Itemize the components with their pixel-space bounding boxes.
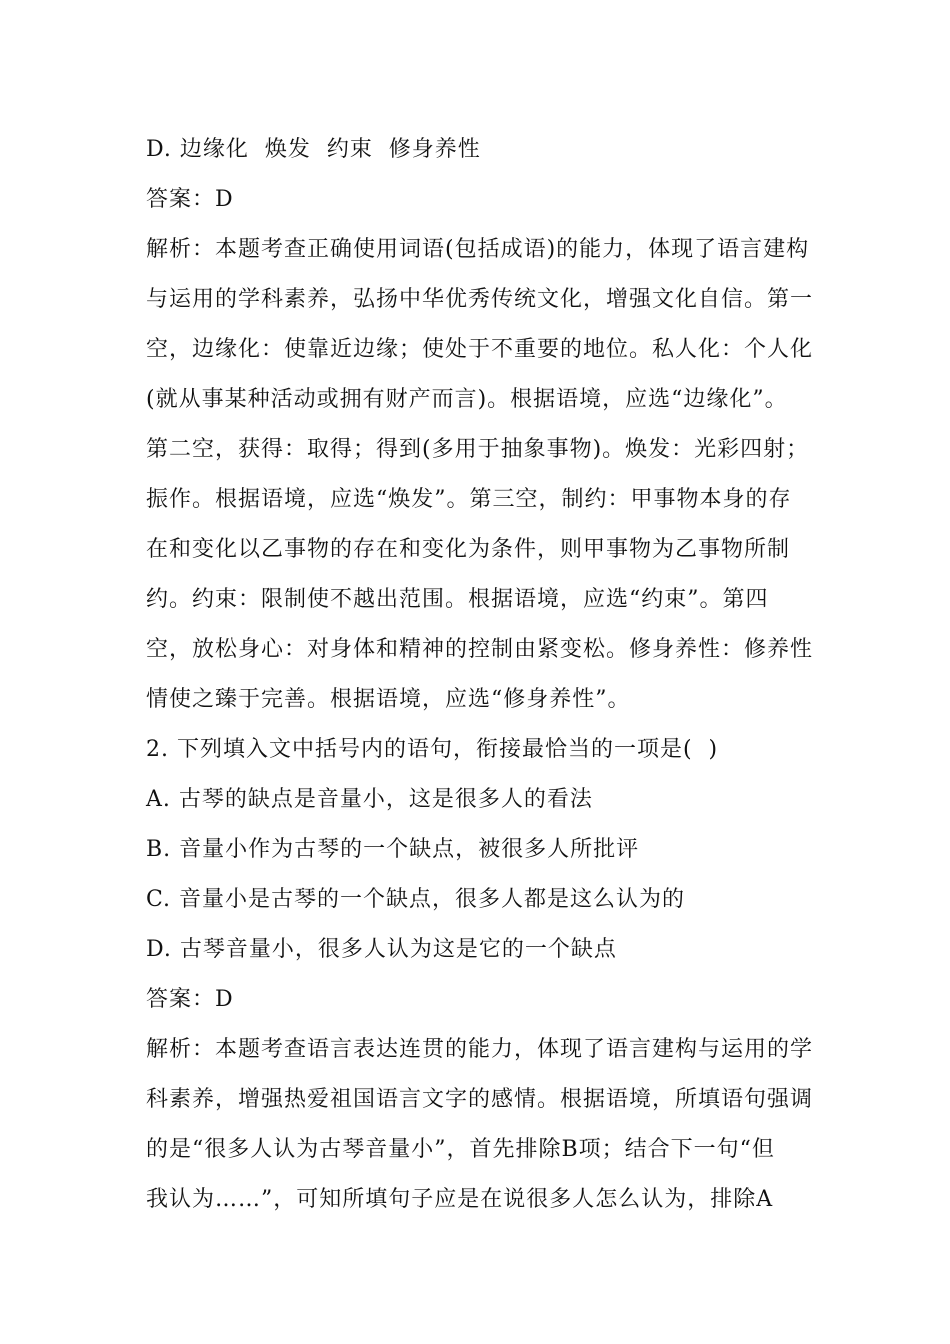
analysis-2-line-2: 科素养，增强热爱祖国语言文字的感情。根据语境，所填语句强调 bbox=[146, 1087, 814, 1112]
option-c: C. 音量小是古琴的一个缺点，很多人都是这么认为的 bbox=[146, 887, 686, 912]
analysis-1-line-10: 情使之臻于完善。根据语境，应选“修身养性”。 bbox=[146, 687, 631, 712]
analysis-1-line-5: 第二空，获得：取得；得到(多用于抽象事物)。焕发：光彩四射； bbox=[146, 437, 810, 462]
option-a: A. 古琴的缺点是音量小，这是很多人的看法 bbox=[146, 787, 593, 812]
analysis-1-line-3: 空，边缘化：使靠近边缘；使处于不重要的地位。私人化：个人化 bbox=[146, 337, 814, 362]
answer-2: 答案：D bbox=[146, 987, 234, 1012]
analysis-2-line-3: 的是“很多人认为古琴音量小”，首先排除B项；结合下一句“但 bbox=[146, 1137, 775, 1162]
question-2: 2. 下列填入文中括号内的语句，衔接最恰当的一项是( ) bbox=[146, 737, 719, 762]
analysis-1-line-4: (就从事某种活动或拥有财产而言)。根据语境，应选“边缘化”。 bbox=[146, 387, 788, 412]
analysis-1-line-2: 与运用的学科素养，弘扬中华优秀传统文化，增强文化自信。第一 bbox=[146, 287, 814, 312]
analysis-1-line-6: 振作。根据语境，应选“焕发”。第三空，制约：甲事物本身的存 bbox=[146, 487, 792, 512]
analysis-1-line-1: 解析：本题考查正确使用词语(包括成语)的能力，体现了语言建构 bbox=[146, 237, 810, 262]
analysis-2-line-4: 我认为……”，可知所填句子应是在说很多人怎么认为，排除A bbox=[146, 1187, 774, 1212]
option-b: B. 音量小作为古琴的一个缺点，被很多人所批评 bbox=[146, 837, 640, 862]
analysis-1-line-7: 在和变化以乙事物的存在和变化为条件，则甲事物为乙事物所制 bbox=[146, 537, 791, 562]
answer-1: 答案：D bbox=[146, 187, 234, 212]
analysis-2-line-1: 解析：本题考查语言表达连贯的能力，体现了语言建构与运用的学 bbox=[146, 1037, 814, 1062]
analysis-1-line-9: 空，放松身心：对身体和精神的控制由紧变松。修身养性：修养性 bbox=[146, 637, 814, 662]
option-d-previous: D. 边缘化 焕发 约束 修身养性 bbox=[146, 137, 481, 162]
option-d: D. 古琴音量小，很多人认为这是它的一个缺点 bbox=[146, 937, 617, 962]
analysis-1-line-8: 约。约束：限制使不越出范围。根据语境，应选“约束”。第四 bbox=[146, 587, 769, 612]
